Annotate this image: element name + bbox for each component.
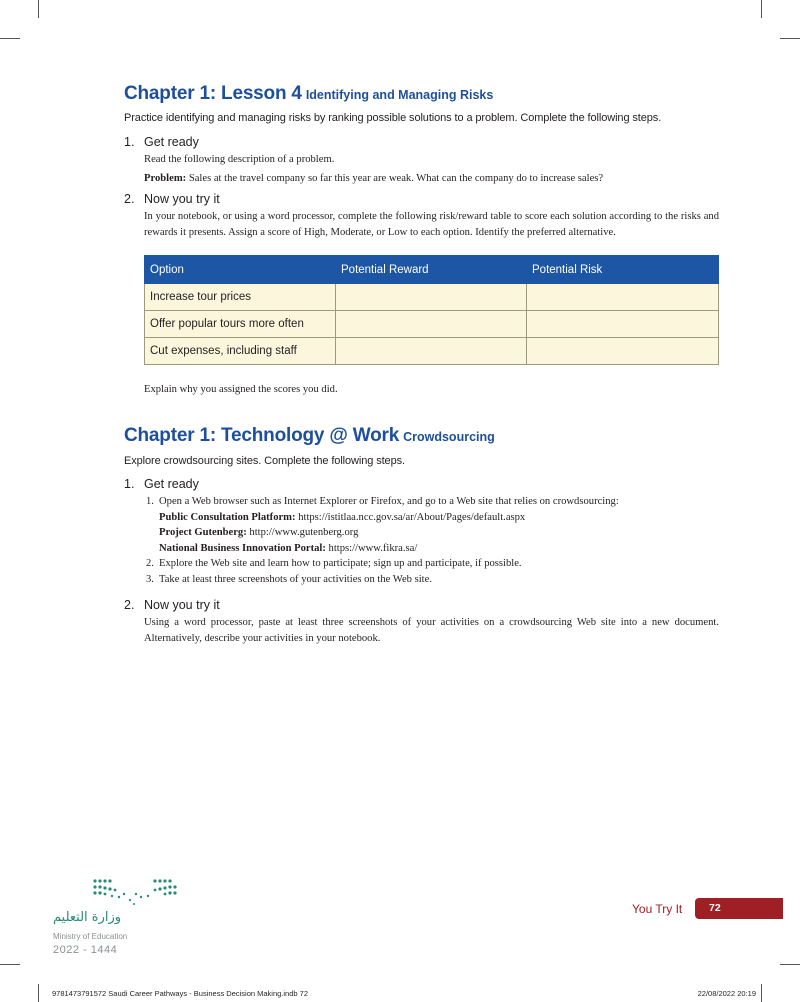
ministry-name-arabic: وزارة التعليم (53, 910, 122, 925)
section1-step2-title (124, 192, 220, 206)
table-header-row (145, 256, 719, 284)
site-label: Public Consultation Platform: (159, 511, 296, 523)
page-number-tab (695, 898, 783, 919)
section1-explain: Explain why you assigned the scores you did. (144, 384, 338, 395)
problem-label: Problem: (144, 173, 187, 184)
list-item-number: 3. (146, 573, 154, 585)
list-item-text: Take at least three screenshots of your activities on the Web site. (159, 573, 432, 585)
ministry-year: 2022 - 1444 (53, 944, 118, 956)
list-item-number: 2. (146, 558, 154, 569)
list-item-text: Explore the Web site and learn how to participate; sign up and participate, if possible. (159, 558, 522, 569)
step-title: Get ready (144, 477, 199, 491)
table-row (145, 338, 719, 365)
table-header-option: Option (145, 256, 336, 284)
crop-mark (0, 38, 20, 39)
crop-mark (780, 964, 800, 965)
step-number: 2. (124, 192, 135, 206)
section1-heading (124, 78, 493, 106)
crop-mark (761, 984, 762, 1002)
site-url-link[interactable]: https://istitlaa.ncc.gov.sa/ar/About/Pages/default.aspx (298, 511, 526, 523)
table-cell-option: Increase tour prices (145, 284, 336, 311)
page-number: 72 (709, 902, 721, 914)
table-row (145, 284, 719, 311)
step-title: Now you try it (144, 192, 220, 206)
crop-mark (38, 0, 39, 18)
site-label: National Business Innovation Portal: (159, 542, 326, 554)
section2-step2-text: Using a word processor, paste at least three screenshots of your activities on a crowdsourcing Web site into a new document. Alternatively, describe your activities in your notebook. (144, 617, 719, 644)
step-number: 1. (124, 135, 135, 149)
section1-intro: Practice identifying and managing risks by ranking possible solutions to a problem. Complete the following steps. (124, 112, 662, 124)
section1-step2-text: In your notebook, or using a word processor, complete the following risk/reward table to score each solution according to the risks and rewards it presents. Assign a score of High, Moderate, or Low to each option. Identify the preferred alternative. (144, 211, 719, 238)
site-label: Project Gutenberg: (159, 527, 247, 538)
step-title: Now you try it (144, 598, 220, 612)
footer-section-label: You Try It (632, 902, 683, 916)
site-url-link[interactable]: http://www.gutenberg.org (249, 527, 359, 538)
print-slug-file: 9781473791572 Saudi Career Pathways - Business Decision Making.indb 72 (52, 989, 308, 998)
crop-mark (0, 964, 20, 965)
crop-mark (38, 984, 39, 1002)
step-title: Get ready (144, 135, 199, 149)
table-cell-risk (527, 284, 719, 311)
table-cell-option: Offer popular tours more often (145, 311, 336, 338)
step-number: 1. (124, 477, 135, 491)
section2-step1-title (124, 477, 199, 491)
ministry-name-english: Ministry of Education (53, 932, 128, 941)
section1-heading-sub: Identifying and Managing Risks (305, 88, 494, 102)
site-url-link[interactable]: https://www.fikra.sa/ (328, 542, 418, 554)
site-entry (146, 525, 619, 541)
table-cell-reward (336, 311, 527, 338)
section2-step2-title (124, 598, 220, 612)
list-item-number: 1. (146, 496, 154, 507)
section1-step1-text: Read the following description of a problem. (144, 154, 335, 165)
table-cell-option: Cut expenses, including staff (145, 338, 336, 365)
risk-reward-table (144, 255, 719, 365)
list-item (146, 494, 619, 510)
crop-mark (761, 0, 762, 18)
list-item (146, 556, 619, 572)
problem-text: Sales at the travel company so far this year are weak. What can the company do to increase sales? (188, 173, 604, 184)
site-entry (146, 541, 619, 557)
section2-step1-list (146, 494, 619, 587)
section2-intro: Explore crowdsourcing sites. Complete the following steps. (124, 455, 405, 467)
section2-heading-sub: Crowdsourcing (403, 430, 495, 444)
table-cell-risk (527, 311, 719, 338)
section2-heading-main: Chapter 1: Technology @ Work (124, 425, 400, 446)
list-item-text: Open a Web browser such as Internet Explorer or Firefox, and go to a Web site that relies on crowdsourcing: (159, 496, 619, 507)
print-slug-date: 22/08/2022 20:19 (697, 989, 756, 998)
table-cell-reward (336, 338, 527, 365)
section1-step1-title (124, 135, 199, 149)
section1-heading-main: Chapter 1: Lesson 4 (124, 83, 302, 104)
step-number: 2. (124, 598, 135, 612)
table-header-reward: Potential Reward (336, 256, 527, 284)
table-cell-risk (527, 338, 719, 365)
list-item (146, 572, 619, 588)
table-row (145, 311, 719, 338)
crop-mark (780, 38, 800, 39)
section2-heading (124, 420, 495, 448)
table-header-risk: Potential Risk (527, 256, 719, 284)
table-cell-reward (336, 284, 527, 311)
site-entry (146, 510, 619, 526)
problem-statement (144, 171, 603, 187)
